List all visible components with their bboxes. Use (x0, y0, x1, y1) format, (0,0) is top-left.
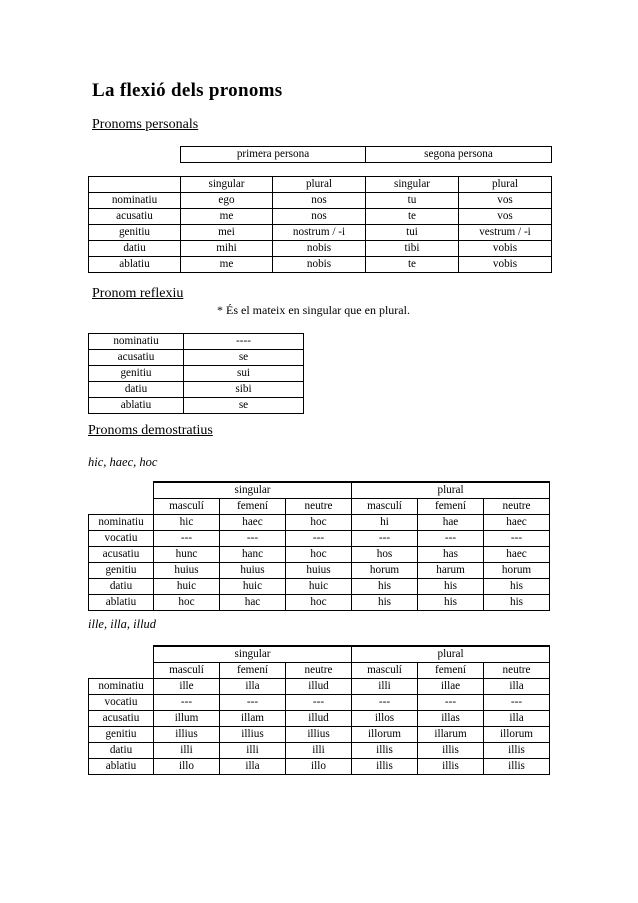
table-cell: illius (220, 727, 286, 743)
table-cell: sibi (184, 382, 304, 398)
table-row (89, 531, 550, 547)
case-label: genitiu (89, 563, 154, 579)
table-cell: illi (286, 743, 352, 759)
table-cell: illo (154, 759, 220, 775)
table-row (89, 695, 550, 711)
table-row (89, 743, 550, 759)
table-cell: has (418, 547, 484, 563)
table-cell: his (352, 595, 418, 611)
table-cell: --- (484, 695, 550, 711)
table-cell: ---- (184, 334, 304, 350)
subheader-cell: neutre (286, 663, 352, 679)
table-cell: se (184, 350, 304, 366)
table-cell: ille (154, 679, 220, 695)
table-cell: vobis (459, 241, 552, 257)
case-label: datiu (89, 743, 154, 759)
demostratiu-table-hic (88, 481, 550, 611)
table-cell: illis (484, 759, 550, 775)
subheader-cell: neutre (484, 663, 550, 679)
group-header-plural: plural (352, 482, 550, 499)
subheader-cell: plural (273, 177, 366, 193)
table-cell: --- (352, 531, 418, 547)
case-label: acusatiu (89, 350, 184, 366)
table-cell: illis (418, 759, 484, 775)
table-cell: illius (286, 727, 352, 743)
table-cell: --- (154, 695, 220, 711)
table-cell: vestrum / -i (459, 225, 552, 241)
table-row (89, 366, 304, 382)
subheader-cell: singular (366, 177, 459, 193)
table-cell: illud (286, 711, 352, 727)
table-cell: hoc (286, 515, 352, 531)
table-cell: huius (220, 563, 286, 579)
corner-cell (89, 646, 154, 663)
table-cell: nobis (273, 241, 366, 257)
subheader-cell: femení (418, 663, 484, 679)
table-cell: huius (286, 563, 352, 579)
subheader-cell: femení (220, 663, 286, 679)
table-cell: his (352, 579, 418, 595)
table-row (89, 563, 550, 579)
table-cell: illis (484, 743, 550, 759)
table-cell: illa (484, 679, 550, 695)
table-cell: hic (154, 515, 220, 531)
table-cell: illarum (418, 727, 484, 743)
table-cell: illius (154, 727, 220, 743)
case-label: vocatiu (89, 531, 154, 547)
corner-cell (89, 482, 154, 499)
table-row (89, 711, 550, 727)
table-cell: hoc (286, 547, 352, 563)
table-cell: --- (286, 531, 352, 547)
case-label: datiu (89, 241, 181, 257)
table-cell: illae (418, 679, 484, 695)
personals-heading: Pronoms personals (92, 117, 199, 132)
table-cell: me (181, 257, 273, 273)
group-header-singular: singular (154, 482, 352, 499)
table-cell: hac (220, 595, 286, 611)
case-label: ablatiu (89, 398, 184, 414)
table-cell: --- (286, 695, 352, 711)
corner-cell (89, 663, 154, 679)
group-header-row (89, 482, 550, 499)
table-cell: his (484, 595, 550, 611)
group-header-row (89, 646, 550, 663)
subheader-cell: femení (220, 499, 286, 515)
demostratius-heading: Pronoms demostratius (88, 423, 213, 438)
table-cell: --- (352, 695, 418, 711)
group-header-plural: plural (352, 646, 550, 663)
subheader-row (89, 499, 550, 515)
case-label: acusatiu (89, 547, 154, 563)
table-cell: nostrum / -i (273, 225, 366, 241)
case-label: datiu (89, 382, 184, 398)
table-cell: tui (366, 225, 459, 241)
table-cell: ego (181, 193, 273, 209)
table-cell: illis (418, 743, 484, 759)
table-cell: haec (484, 547, 550, 563)
reflexiu-heading: Pronom reflexiu (92, 286, 184, 301)
table-cell: horum (352, 563, 418, 579)
table-row (89, 257, 552, 273)
table-cell: --- (418, 695, 484, 711)
table-cell: illo (286, 759, 352, 775)
table-cell: illi (220, 743, 286, 759)
table-cell: illi (352, 679, 418, 695)
table-cell: hunc (154, 547, 220, 563)
table-row (89, 727, 550, 743)
table-cell: hi (352, 515, 418, 531)
table-cell: tu (366, 193, 459, 209)
page-title: La flexió dels pronoms (92, 80, 283, 101)
table-cell: haec (484, 515, 550, 531)
subheader-cell: neutre (286, 499, 352, 515)
table-row (89, 679, 550, 695)
table-cell: illam (220, 711, 286, 727)
table-cell: illud (286, 679, 352, 695)
subheader-cell: femení (418, 499, 484, 515)
case-label: ablatiu (89, 257, 181, 273)
subheader-cell: masculí (352, 663, 418, 679)
table-cell: --- (220, 695, 286, 711)
case-label: vocatiu (89, 695, 154, 711)
table-row (89, 398, 304, 414)
corner-cell (89, 177, 181, 193)
subheader-cell: singular (181, 177, 273, 193)
table-cell: vos (459, 193, 552, 209)
subheader-cell: masculí (352, 499, 418, 515)
demostratiu-label-ille: ille, illa, illud (88, 617, 157, 631)
table-row (89, 225, 552, 241)
table-row (89, 547, 550, 563)
subheader-row (89, 663, 550, 679)
table-cell: illas (418, 711, 484, 727)
table-cell: huius (154, 563, 220, 579)
case-label: nominatiu (89, 679, 154, 695)
subheader-cell: masculí (154, 499, 220, 515)
table-cell: vos (459, 209, 552, 225)
table-cell: se (184, 398, 304, 414)
table-row (89, 334, 304, 350)
table-cell: nos (273, 209, 366, 225)
table-cell: mei (181, 225, 273, 241)
table-cell: --- (418, 531, 484, 547)
personals-subheader-row (89, 177, 552, 193)
table-cell: nobis (273, 257, 366, 273)
table-cell: tibi (366, 241, 459, 257)
case-label: nominatiu (89, 193, 181, 209)
personals-group-header-table (180, 146, 552, 163)
table-cell: illis (352, 759, 418, 775)
demostratiu-table-ille (88, 645, 550, 775)
table-cell: te (366, 257, 459, 273)
table-cell: mihi (181, 241, 273, 257)
table-cell: his (484, 579, 550, 595)
table-cell: huic (286, 579, 352, 595)
table-cell: hoc (286, 595, 352, 611)
reflexiu-table (88, 333, 304, 414)
personals-table (88, 176, 552, 273)
table-cell: --- (220, 531, 286, 547)
reflexiu-note: * És el mateix en singular que en plural. (217, 303, 410, 317)
table-row (89, 382, 304, 398)
table-cell: hoc (154, 595, 220, 611)
group-header-singular: singular (154, 646, 352, 663)
group-header-primera: primera persona (181, 147, 366, 163)
table-cell: hos (352, 547, 418, 563)
demostratiu-label-hic: hic, haec, hoc (88, 455, 158, 469)
table-cell: hanc (220, 547, 286, 563)
table-row (89, 350, 304, 366)
table-cell: huic (220, 579, 286, 595)
table-cell: me (181, 209, 273, 225)
subheader-cell: neutre (484, 499, 550, 515)
table-cell: illos (352, 711, 418, 727)
case-label: nominatiu (89, 334, 184, 350)
case-label: nominatiu (89, 515, 154, 531)
group-header-segona: segona persona (366, 147, 552, 163)
table-cell: his (418, 579, 484, 595)
table-cell: illorum (352, 727, 418, 743)
subheader-cell: plural (459, 177, 552, 193)
table-cell: hae (418, 515, 484, 531)
case-label: genitiu (89, 225, 181, 241)
case-label: acusatiu (89, 209, 181, 225)
table-row (89, 759, 550, 775)
table-cell: horum (484, 563, 550, 579)
table-row (89, 241, 552, 257)
table-row (89, 595, 550, 611)
table-row (89, 209, 552, 225)
table-cell: illum (154, 711, 220, 727)
table-cell: illorum (484, 727, 550, 743)
table-row (89, 579, 550, 595)
case-label: datiu (89, 579, 154, 595)
case-label: genitiu (89, 727, 154, 743)
corner-cell (89, 499, 154, 515)
table-cell: --- (484, 531, 550, 547)
table-cell: te (366, 209, 459, 225)
case-label: ablatiu (89, 595, 154, 611)
case-label: acusatiu (89, 711, 154, 727)
table-cell: vobis (459, 257, 552, 273)
table-cell: illa (220, 759, 286, 775)
table-cell: illi (154, 743, 220, 759)
table-cell: haec (220, 515, 286, 531)
table-cell: harum (418, 563, 484, 579)
subheader-cell: masculí (154, 663, 220, 679)
table-row (89, 515, 550, 531)
table-cell: illa (220, 679, 286, 695)
table-cell: his (418, 595, 484, 611)
table-cell: illis (352, 743, 418, 759)
case-label: genitiu (89, 366, 184, 382)
table-cell: nos (273, 193, 366, 209)
table-cell: illa (484, 711, 550, 727)
table-row (89, 193, 552, 209)
table-cell: huic (154, 579, 220, 595)
table-cell: sui (184, 366, 304, 382)
case-label: ablatiu (89, 759, 154, 775)
table-cell: --- (154, 531, 220, 547)
